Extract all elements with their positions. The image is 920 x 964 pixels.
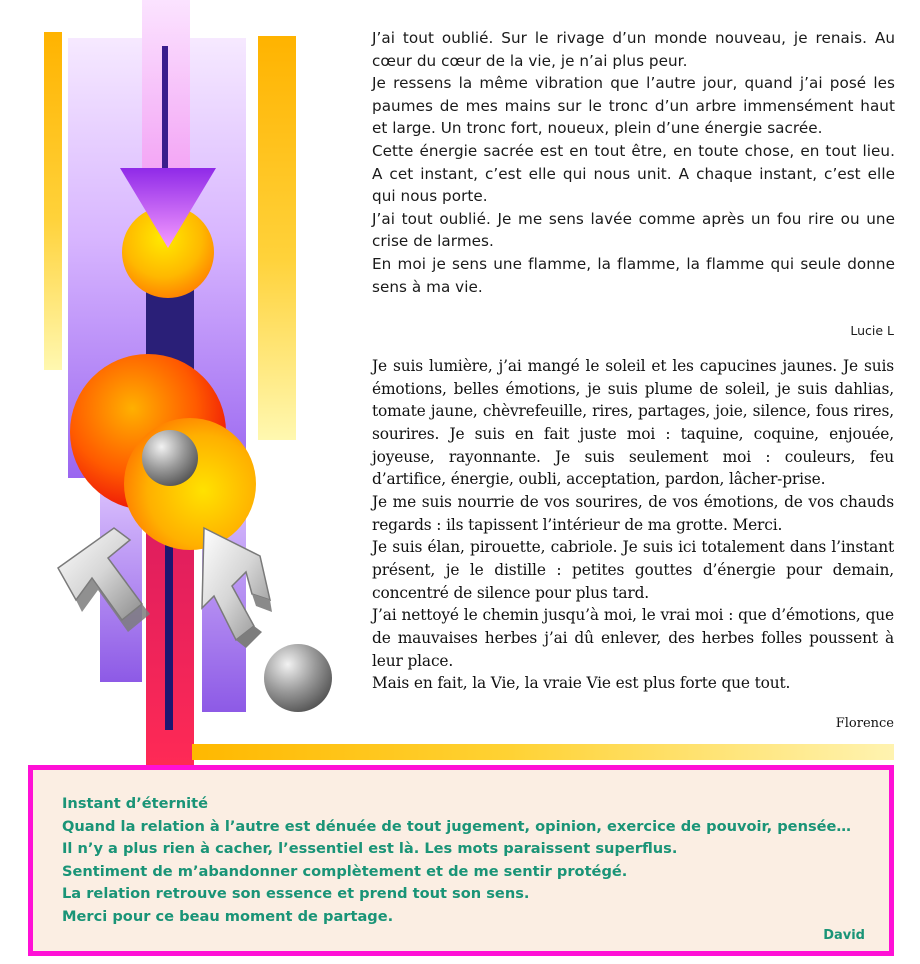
signature-florence: Florence: [835, 716, 894, 731]
gray-ball-center: [142, 430, 198, 486]
crimson-column-line: [165, 520, 173, 730]
signature-david: David: [823, 928, 865, 943]
text-block-florence: [372, 355, 894, 695]
paragraph: Je me suis nourrie de vos sourires, de vos émotions, de vos chauds regards : ils tapissent l’intérieur de ma grotte. Merci.: [372, 492, 894, 534]
paragraph: Cette énergie sacrée est en tout être, en toute chose, en tout lieu. A cet instant, c’est elle qui nous unit. A chaque instant, c’est elle qui nous porte.: [372, 141, 895, 206]
paragraph: Je suis lumière, j’ai mangé le soleil et les capucines jaunes. Je suis émotions, belles émotions, je suis plume de soleil, je suis dahlias, tomate jaune, chèvrefeuille, rires, partages, joie, silence, fous rires, sourires. Je suis en fait juste moi : taquine, coquine, enjouée, joyeuse, rayonnante. Je suis seulement moi : couleurs, feu d’artifice, énergie, oubli, acceptation, pardon, lâcher-prise.: [372, 357, 894, 489]
decorative-artwork: [0, 0, 360, 770]
gray-ball-bottom: [264, 644, 332, 712]
orange-sphere: [124, 418, 256, 550]
box-line: La relation retrouve son essence et prend tout son sens.: [62, 885, 530, 902]
gold-bar-left: [44, 32, 62, 370]
david-text-box: [28, 765, 894, 956]
paragraph: Je ressens la même vibration que l’autre jour, quand j’ai posé les paumes de mes mains sur le tronc d’un arbre immensément haut et large. Un tronc fort, noueux, plein d’une énergie sacrée.: [372, 74, 895, 138]
arrow-shaft-line: [162, 46, 168, 172]
box-line: Sentiment de m’abandonner complètement et de me sentir protégé.: [62, 862, 628, 880]
paragraph: Mais en fait, la Vie, la vraie Vie est plus forte que tout.: [372, 674, 791, 693]
box-text: [62, 793, 851, 928]
box-line: Merci pour ce beau moment de partage.: [62, 907, 394, 925]
text-block-lucie: [372, 27, 895, 298]
box-line: Il n’y a plus rien à cacher, l’essentiel est là. Les mots paraissent superflus.: [62, 840, 678, 857]
paragraph: Je suis élan, pirouette, cabriole. Je suis ici totalement dans l’instant présent, je le distille : petites gouttes d’énergie pour demain, concentré de silence pour plus tard.: [372, 538, 894, 602]
box-line: Quand la relation à l’autre est dénuée de tout jugement, opinion, exercice de pouvoir, pensée…: [62, 817, 852, 835]
gold-bar-right: [258, 36, 296, 440]
box-line: Instant d’éternité: [62, 795, 209, 812]
paragraph: J’ai nettoyé le chemin jusqu’à moi, le vrai moi : que d’émotions, que de mauvaises herbes j’ai dû enlever, des herbes folles poussent à leur place.: [372, 606, 894, 670]
gold-horizontal-bar: [192, 744, 894, 760]
paragraph: J’ai tout oublié. Je me sens lavée comme après un fou rire ou une crise de larmes.: [372, 209, 895, 251]
paragraph: J’ai tout oublié. Sur le rivage d’un monde nouveau, je renais. Au cœur du cœur de la vie, je n’ai plus peur.: [372, 29, 895, 70]
signature-lucie: Lucie L: [850, 323, 894, 338]
paragraph: En moi je sens une flamme, la flamme, la flamme qui seule donne sens à ma vie.: [372, 254, 895, 296]
